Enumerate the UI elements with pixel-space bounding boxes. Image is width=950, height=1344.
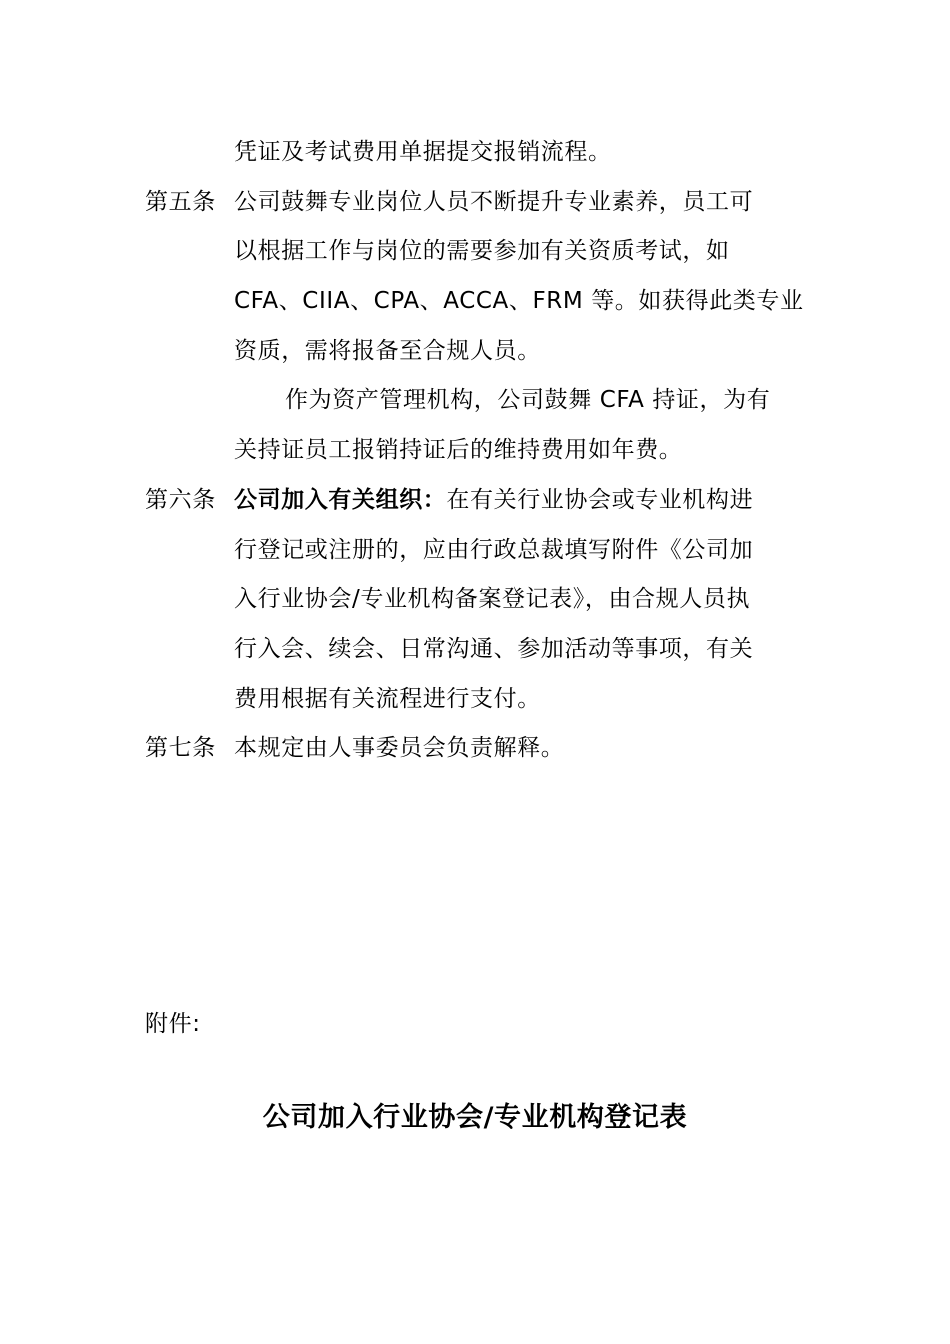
article-5-line-1: 公司鼓舞专业岗位人员不断提升专业素养，员工可 (234, 189, 754, 215)
article-6-bold-lead: 公司加入有关组织： (234, 487, 447, 513)
article-5-paragraph-2-line-1: 作为资产管理机构，公司鼓舞 CFA 持证，为有 (285, 387, 771, 413)
form-title: 公司加入行业协会/专业机构登记表 (262, 1102, 688, 1133)
article-6-line-2: 行登记或注册的，应由行政总裁填写附件《公司加 (234, 537, 754, 563)
article-6-label: 第六条 (145, 487, 216, 513)
article-6-line-5: 费用根据有关流程进行支付。 (234, 686, 541, 712)
article-5-line-2: 以根据工作与岗位的需要参加有关资质考试，如 (234, 238, 730, 264)
attachment-label: 附件: (145, 1011, 201, 1037)
article-5-line-4: 资质，需将报备至合规人员。 (234, 338, 541, 364)
article-7-text: 本规定由人事委员会负责解释。 (234, 735, 565, 761)
article-5-line-3: CFA、CIIA、CPA、ACCA、FRM 等。如获得此类专业 (234, 288, 804, 314)
article-7-label: 第七条 (145, 735, 216, 761)
article-6-line-4: 行入会、续会、日常沟通、参加活动等事项，有关 (234, 636, 754, 662)
article-6-line-3: 入行业协会/专业机构备案登记表》，由合规人员执 (234, 586, 751, 612)
article-5-label: 第五条 (145, 189, 216, 215)
article-5-paragraph-2-line-2: 关持证员工报销持证后的维持费用如年费。 (234, 437, 683, 463)
article-6-line-1 (234, 485, 753, 515)
article-6-line-1-rest: 在有关行业协会或专业机构进 (446, 487, 754, 513)
continuation-line: 凭证及考试费用单据提交报销流程。 (234, 139, 612, 165)
